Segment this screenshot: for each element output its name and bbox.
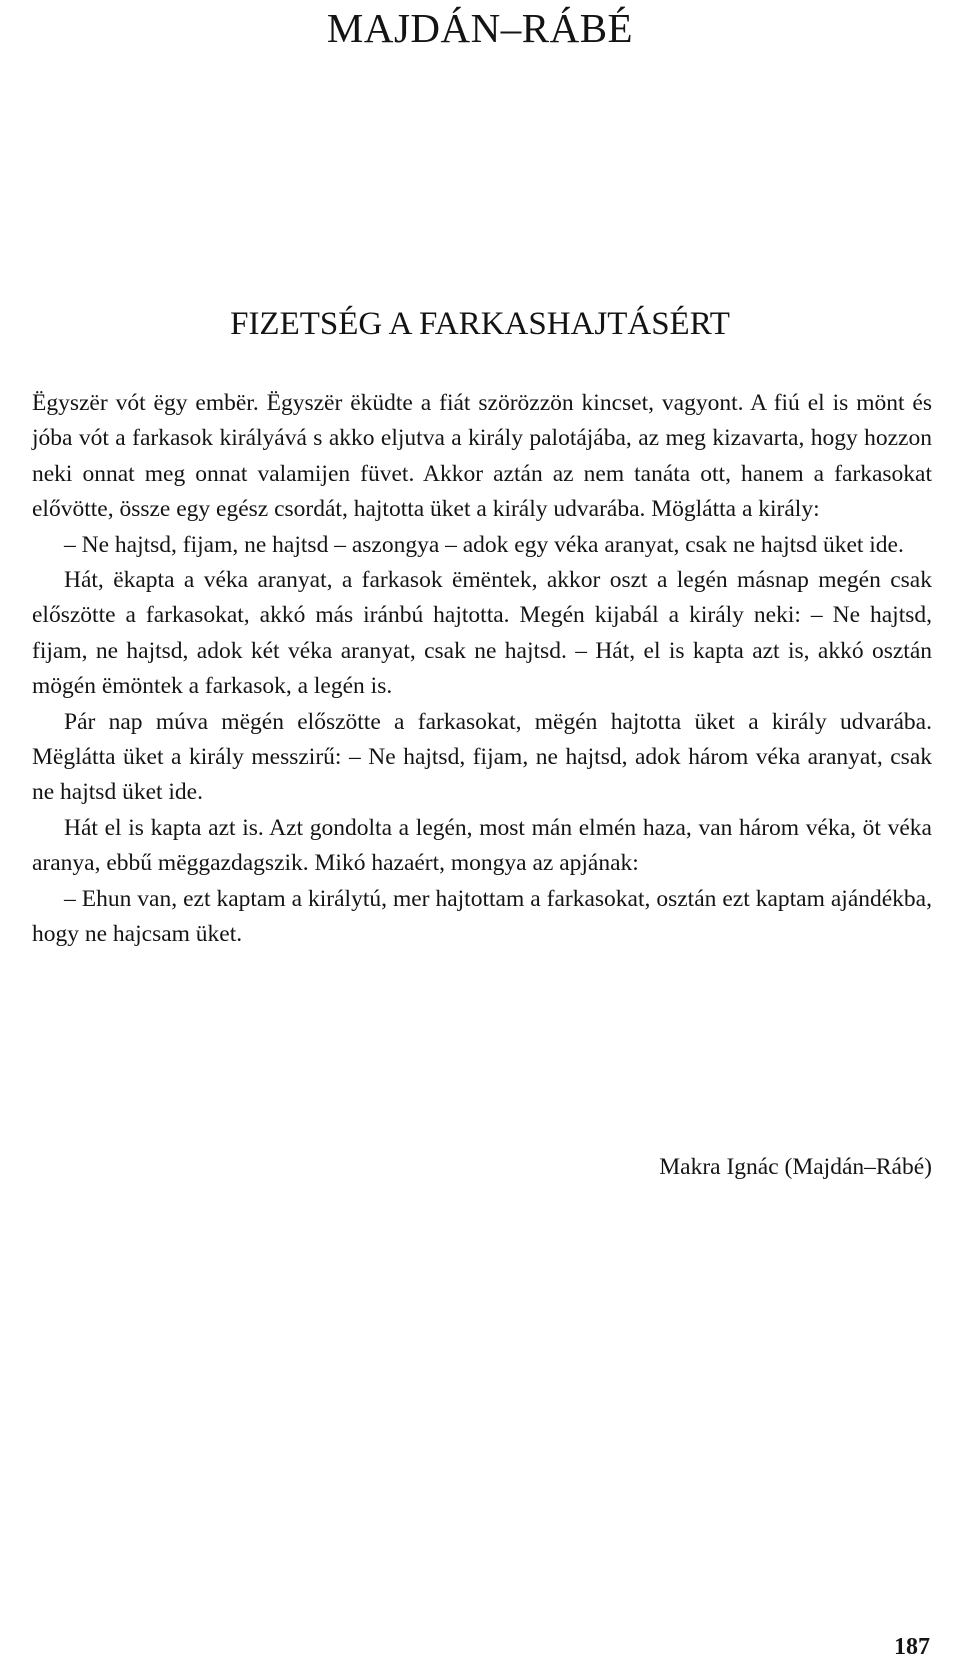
page-number: 187 xyxy=(894,1634,930,1660)
paragraph: Pár nap múva mëgén előszötte a farkasokat, mëgén hajtotta üket a király udvarába. Mëglátta üket a király messzirű: – Ne hajtsd, fijam, ne hajtsd, adok három véka aranyat, csak ne hajtsd üket ide. xyxy=(32,708,932,806)
attribution: Makra Ignác (Majdán–Rábé) xyxy=(659,1154,932,1180)
paragraph: Hát, ëkapta a véka aranyat, a farkasok ëmëntek, akkor oszt a legén másnap megén csak előszötte a farkasokat, akkó más iránbú hajtotta. Megén kijabál a király neki: – Ne hajtsd, fijam, ne hajtsd, adok két véka aranyat, csak ne hajtsd. – Hát, el is kapta azt is, akkó osztán mögén ëmöntek a farkasok, a legén is. xyxy=(32,567,932,700)
story-title: FIZETSÉG A FARKASHAJTÁSÉRT xyxy=(230,306,730,342)
paragraph: – Ne hajtsd, fijam, ne hajtsd – aszongya – adok egy véka aranyat, csak ne hajtsd üket ide. xyxy=(64,531,904,558)
paragraph: Hát el is kapta azt is. Azt gondolta a legén, most mán elmén haza, van három véka, öt véka aranya, ebbű mëggazdagszik. Mikó hazaért, mongya az apjának: xyxy=(32,814,932,877)
paragraph: – Ehun van, ezt kaptam a királytú, mer hajtottam a farkasokat, osztán ezt kaptam ajándékba, hogy ne hajcsam üket. xyxy=(32,885,932,948)
paragraph: Ëgyszër vót ëgy embër. Ëgyszër ëküdte a fiát szörözzön kincset, vagyont. A fiú el is mönt és jóba vót a farkasok királyává s akko eljutva a király palotájába, az meg kizavarta, hogy hozzon neki onnat meg onnat valamijen füvet. Akkor aztán az nem tanáta ott, hanem a farkasokat elővötte, össze egy egész csordát, hajtotta üket a király udvarába. Möglátta a király: xyxy=(32,390,932,523)
story-body xyxy=(32,386,932,953)
place-title: MAJDÁN–RÁBÉ xyxy=(326,5,634,51)
